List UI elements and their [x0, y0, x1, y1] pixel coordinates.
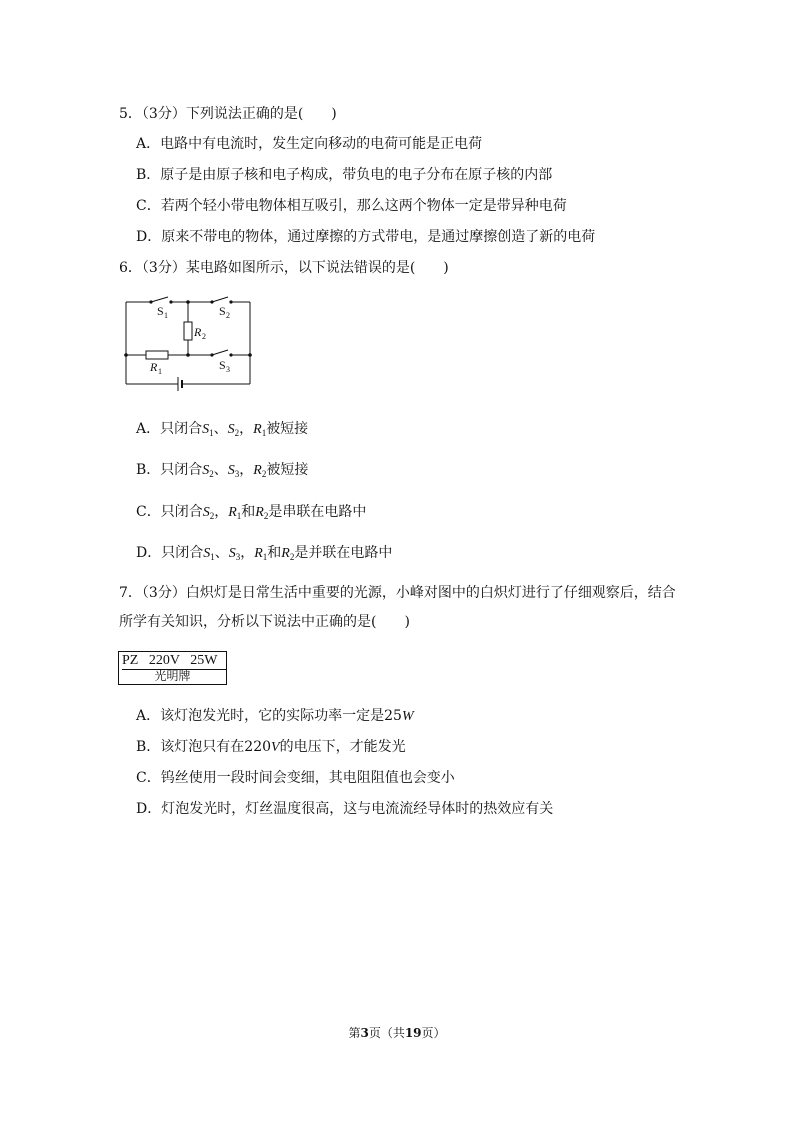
label-s3: S	[219, 358, 226, 372]
q5-option-d: D．原来不带电的物体，通过摩擦的方式带电，是通过摩擦创造了新的电荷	[136, 229, 596, 245]
q7-stem-line1: 7．（3分）白炽灯是日常生活中重要的光源，小峰对图中的白炽灯进行了仔细观察后，结合	[119, 585, 676, 601]
q6-option-d: D．只闭合$S_1$、$S_3$，$R_1$和$R_2$是并联在电路中	[136, 545, 393, 562]
q7-stem-line2: 所学有关知识，分析以下说法中正确的是( )	[119, 614, 410, 630]
q6-stem: 6．（3分）某电路如图所示，以下说法错误的是( )	[119, 260, 449, 276]
label-r1: R	[150, 360, 158, 374]
switch-s2-blade	[212, 297, 228, 302]
label-s2: S	[219, 304, 226, 318]
q7-option-c: C．钨丝使用一段时间会变细，其电阻阻值也会变小	[136, 770, 455, 786]
q5-option-b: B．原子是由原子核和电子构成，带负电的电子分布在原子核的内部	[136, 167, 553, 183]
circuit-diagram	[116, 289, 256, 399]
resistor-r2	[184, 322, 192, 340]
q6-option-b: B．只闭合$S_2$、$S_3$，$R_2$被短接	[136, 462, 309, 479]
lamp-nameplate	[118, 651, 227, 685]
q5-stem: 5．（3分）下列说法正确的是( )	[119, 106, 337, 122]
resistor-r1	[146, 351, 168, 359]
label-r2: R	[194, 325, 202, 339]
label-s3-sub: 3	[226, 365, 230, 374]
q6-option-a: A．只闭合$S_1$、$S_2$，$R_1$被短接	[136, 421, 309, 438]
label-r2-sub: 2	[202, 332, 206, 341]
q7-option-d: D．灯泡发光时，灯丝温度很高，这与电流流经导体时的热效应有关	[136, 801, 554, 817]
q5-option-a: A．电路中有电流时，发生定向移动的电荷可能是正电荷	[136, 136, 483, 152]
switch-s3-blade	[212, 350, 228, 355]
q7-option-a: A．该灯泡发光时，它的实际功率一定是25W	[136, 708, 414, 724]
lamp-brand: 光明牌	[154, 669, 191, 683]
q7-option-b: B．该灯泡只有在220V的电压下，才能发光	[136, 739, 406, 755]
label-r1-sub: 1	[158, 367, 162, 376]
lamp-rating: PZ 220V 25W	[122, 653, 218, 668]
page-footer: 第3页（共19页）	[348, 1026, 446, 1040]
label-s1-sub: 1	[164, 311, 168, 320]
q6-option-c: C．只闭合$S_2$，$R_1$和$R_2$是串联在电路中	[136, 504, 367, 521]
switch-s1-blade	[151, 297, 168, 302]
label-s1: S	[157, 304, 164, 318]
label-s2-sub: 2	[226, 311, 230, 320]
q5-option-c: C．若两个轻小带电物体相互吸引，那么这两个物体一定是带异种电荷	[136, 198, 567, 214]
